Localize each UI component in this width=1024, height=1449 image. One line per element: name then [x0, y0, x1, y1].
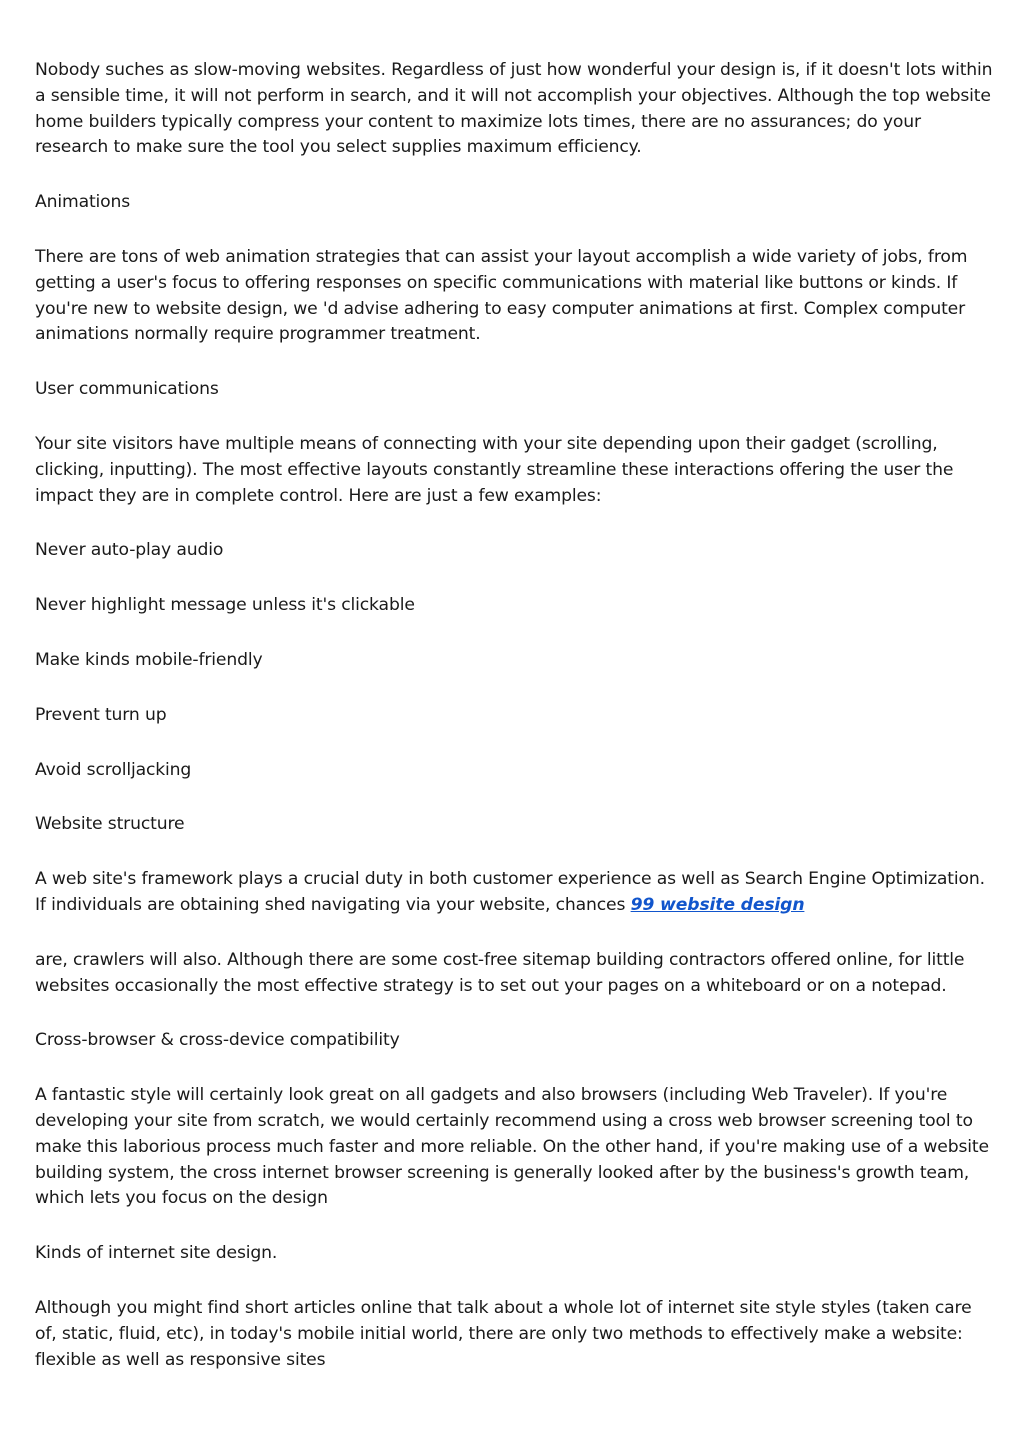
article-body [35, 58, 993, 1402]
heading-kinds-of-design: Kinds of internet site design. [35, 1243, 278, 1264]
paragraph-website-structure-text: A web site's framework plays a crucial duty in both customer experience as well as Search Engine Optimization. If individuals are obtaining shed navigating via your website, chances [35, 869, 985, 915]
list-item-mobile-forms: Make kinds mobile-friendly [35, 649, 263, 670]
paragraph-user-communications: Your site visitors have multiple means of connecting with your site depending upon their gadget (scrolling, clicking, inputting). The most effective layouts constantly streamline these interactions offering the user the impact they are in complete control. Here are just a few examples: [35, 433, 954, 506]
list-item-popups: Prevent turn up [35, 704, 167, 725]
heading-website-structure: Website structure [35, 814, 185, 835]
heading-animations: Animations [35, 192, 131, 213]
paragraph-compatibility: A fantastic style will certainly look great on all gadgets and also browsers (including Web Traveler). If you're developing your site from scratch, we would certainly recommend using a cross web browser screening tool to make this laborious process much faster and more reliable. On the other hand, if you're making use of a website building system, the cross internet browser screening is generally looked after by the business's growth team, which lets you focus on the design [35, 1085, 989, 1209]
paragraph-website-structure [35, 867, 993, 919]
list-item-highlight: Never highlight message unless it's clickable [35, 595, 415, 616]
list-item-scrolljacking: Avoid scrolljacking [35, 759, 192, 780]
website-design-link[interactable]: 99 website design [630, 894, 805, 915]
heading-user-communications: User communications [35, 379, 219, 400]
paragraph-page-speed: Nobody suches as slow-moving websites. Regardless of just how wonderful your design is, if it doesn't lots within a sensible time, it will not perform in search, and it will not accomplish your objectives. Although the top website home builders typically compress your content to maximize lots times, there are no assurances; do your research to make sure the tool you select supplies maximum efficiency. [35, 60, 993, 158]
paragraph-animations: There are tons of web animation strategies that can assist your layout accomplish a wide variety of jobs, from getting a user's focus to offering responses on specific communications with material like buttons or kinds. If you're new to website design, we 'd advise adhering to easy computer animations at first. Complex computer animations normally require programmer treatment. [35, 246, 968, 345]
heading-compatibility: Cross-browser & cross-device compatibility [35, 1030, 400, 1051]
paragraph-kinds-of-design: Although you might find short articles online that talk about a whole lot of internet site style styles (taken care of, static, fluid, etc), in today's mobile initial world, there are only two methods to effectively make a website: flexible as well as responsive sites [35, 1297, 972, 1370]
paragraph-crawlers: are, crawlers will also. Although there are some cost-free sitemap building contractors offered online, for little websites occasionally the most effective strategy is to set out your pages on a whiteboard or on a notepad. [35, 949, 965, 996]
list-item-autoplay: Never auto-play audio [35, 540, 224, 561]
